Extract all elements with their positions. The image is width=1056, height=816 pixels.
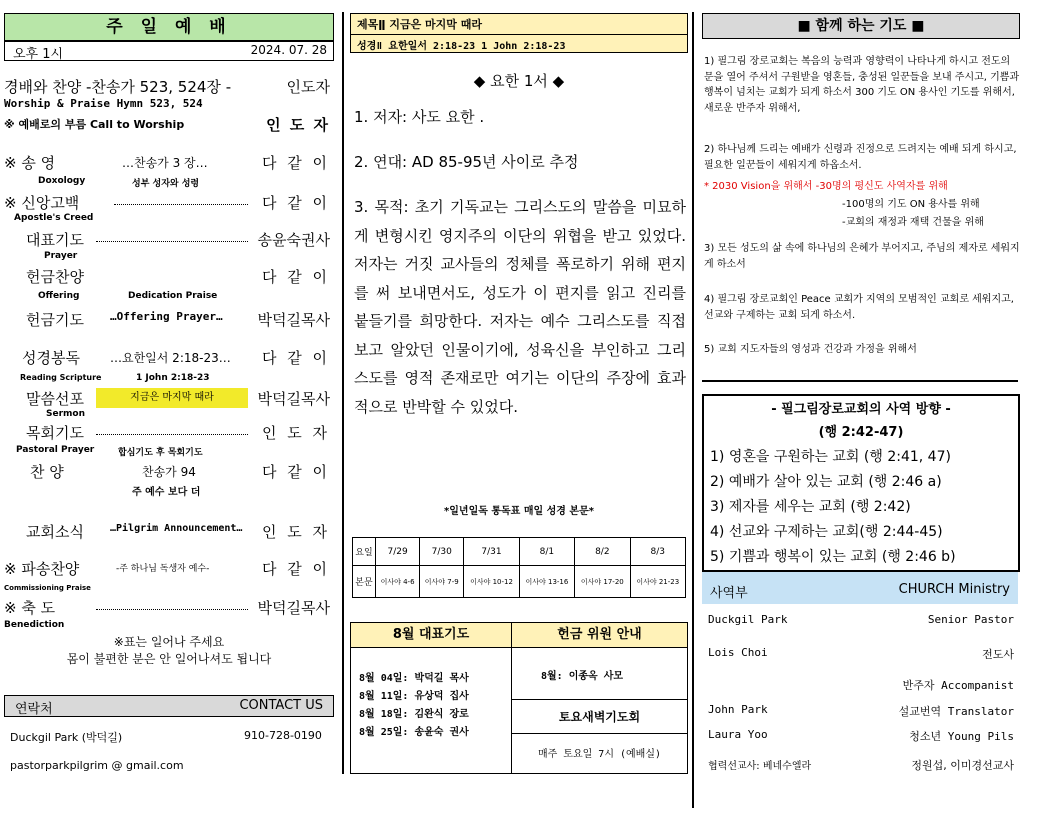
joint-prayer-note: 합심기도 후 목회기도 xyxy=(118,448,203,458)
reading-day: 7/31 xyxy=(464,538,519,566)
scripture-label: 성경봉독 xyxy=(22,349,80,367)
rep-prayer-english: Prayer xyxy=(44,251,78,261)
offering-praise-label: 헌금찬양 xyxy=(26,268,84,286)
sermon-title-highlight: 지금은 마지막 때라 xyxy=(96,388,248,408)
staff-name: John Park xyxy=(708,703,768,716)
stand-note-2: 몸이 불편한 분은 안 일어나셔도 됩니다 xyxy=(66,652,272,666)
creed-row xyxy=(4,192,334,213)
staff-role: 전도사 xyxy=(982,648,1014,661)
announcements-leader: 인 도 자 xyxy=(261,523,330,541)
column-divider-right xyxy=(692,12,694,808)
contact-header xyxy=(4,695,334,717)
prayer-item: 1) 필그림 장로교회는 복음의 능력과 영향력이 나타나게 하시고 전도의 문을 열어 주셔서 구원받을 영혼들, 충성된 일꾼들을 보내 주시고, 기쁨과 행복이 넘치는 교회가 되게 하소서 300 기도 ON 용사인 기도를 위해서, 새로운 반주자 위해서, xyxy=(704,56,1020,114)
commissioning-hymn: -주 하나님 독생자 예수- xyxy=(116,564,210,574)
pastoral-prayer-english: Pastoral Prayer xyxy=(16,445,95,455)
hymn-title: 주 예수 보다 더 xyxy=(132,487,201,498)
row-label-day: 요일 xyxy=(353,538,376,566)
staff-header xyxy=(702,572,1018,604)
prayer-ministry-column xyxy=(700,0,1056,816)
offering-praise-row xyxy=(26,266,334,287)
reading-day: 7/30 xyxy=(420,538,464,566)
contact-phone: 910-728-0190 xyxy=(244,729,322,742)
ministry-reference: (행 2:42-47) xyxy=(818,425,904,440)
divider xyxy=(512,733,687,734)
scripture-leader: 다 같 이 xyxy=(261,349,330,367)
ministry-direction-box xyxy=(702,394,1020,572)
staff-name: Lois Choi xyxy=(708,646,768,659)
rep-prayer-leader: 송윤숙권사 xyxy=(257,231,330,249)
doxology-hymn: …찬송가 3 장… xyxy=(122,156,208,170)
doxology-leader: 다 같 이 xyxy=(261,154,330,172)
reading-text: 이사야 10-12 xyxy=(464,566,519,598)
offering-prayer-text: …Offering Prayer… xyxy=(110,310,223,323)
reading-text: 이사야 21-23 xyxy=(630,566,685,598)
ministry-item: 4) 선교와 구제하는 교회(행 2:44-45) xyxy=(710,524,943,540)
divider xyxy=(702,380,1018,382)
hymn-label: 찬 양 xyxy=(30,463,64,481)
creed-leader: 다 같 이 xyxy=(261,194,330,212)
reading-text: 이사야 4-6 xyxy=(376,566,420,598)
scripture-row xyxy=(22,347,334,368)
prayer-date: 8월 11일: 유상덕 집사 xyxy=(359,691,469,702)
author-paragraph: 1. 저자: 사도 요한 . xyxy=(354,108,485,126)
doxology-label: ※ 송 영 xyxy=(4,154,56,172)
offering-prayer-label: 헌금기도 xyxy=(26,311,84,329)
prayer-item: 3) 모든 성도의 삶 속에 하나님의 은혜가 부어지고, 주님의 제자로 세워지게 하소서 xyxy=(704,243,1020,270)
ministry-item: 5) 기쁨과 행복이 있는 교회 (행 2:46 b) xyxy=(710,549,956,565)
staff-title-korean: 사역부 xyxy=(710,586,748,601)
leader-dots xyxy=(114,204,248,205)
stand-note: ※표는 일어나 주세요 xyxy=(113,635,225,649)
contact-name: Duckgil Park (박덕길) xyxy=(10,731,123,744)
call-to-worship-row xyxy=(4,116,334,132)
creed-english: Apostle's Creed xyxy=(14,213,94,223)
divider xyxy=(351,34,687,35)
dedication-praise: Dedication Praise xyxy=(128,291,218,301)
rep-prayer-row xyxy=(26,229,334,250)
date-paragraph: 2. 연대: AD 85-95년 사이로 추정 xyxy=(354,153,579,171)
benediction-row xyxy=(4,597,334,618)
ministry-item: 2) 예배가 살아 있는 교회 (행 2:46 a) xyxy=(710,474,942,490)
prayer-schedule-title: 8월 대표기도 xyxy=(351,623,512,648)
dawn-prayer-title: 토요새벽기도회 xyxy=(558,710,641,724)
divider xyxy=(512,699,687,700)
offering-committee-title: 헌금 위원 안내 xyxy=(512,623,687,648)
call-to-worship-label: ※ 예배로의 부름 Call to Worship xyxy=(4,118,185,131)
column-divider-left xyxy=(342,12,344,774)
sermon-notes-column xyxy=(346,0,692,816)
prayer-section-title: ■ 함께 하는 기도 ■ xyxy=(702,13,1020,39)
leader-dots xyxy=(96,609,248,610)
contact-email[interactable]: pastorparkpilgrim @ gmail.com xyxy=(10,759,184,772)
hymn-row xyxy=(30,461,334,482)
contact-label: 연락처 xyxy=(15,702,53,717)
leader-dots xyxy=(96,434,248,435)
staff-role: 반주자 Accompanist xyxy=(902,679,1014,692)
vision-2030: * 2030 Vision을 위해서 -30명의 평신도 사역자를 위해 xyxy=(704,181,948,192)
prayer-date: 8월 18일: 김완식 장로 xyxy=(359,709,469,720)
worship-title: 주 일 예 배 xyxy=(4,13,334,41)
dawn-prayer-time: 매주 토요일 7시 (예배실) xyxy=(537,749,662,760)
staff-name: 협력선교사: 베네수엘라 xyxy=(708,761,812,772)
reading-day: 8/1 xyxy=(519,538,574,566)
offering-prayer-leader: 박덕길목사 xyxy=(257,311,330,329)
sermon-title: 제목ǁ 지금은 마지막 때라 xyxy=(357,18,482,31)
pastoral-prayer-row xyxy=(26,422,334,443)
doxology-row xyxy=(4,152,334,173)
ministry-item: 3) 제자를 세우는 교회 (행 2:42) xyxy=(710,499,911,515)
scripture-ref-english: 1 John 2:18-23 xyxy=(136,373,210,383)
prayer-date: 8월 25일: 송윤숙 권사 xyxy=(359,727,469,738)
scripture-english: Reading Scripture xyxy=(20,373,102,382)
book-heading: ◆ 요한 1서 ◆ xyxy=(473,72,565,90)
ministry-item: 1) 영혼을 구원하는 교회 (행 2:41, 47) xyxy=(710,449,951,465)
staff-name: Duckgil Park xyxy=(708,613,788,626)
row-label-text: 본문 xyxy=(353,566,376,598)
rep-prayer-label: 대표기도 xyxy=(26,231,84,249)
service-date: 2024. 07. 28 xyxy=(250,43,327,57)
pastoral-prayer-leader: 인 도 자 xyxy=(261,424,330,442)
benediction-english: Benediction xyxy=(4,620,65,630)
hymn-leader: 다 같 이 xyxy=(261,463,330,481)
reading-day: 7/29 xyxy=(376,538,420,566)
worship-praise-leader: 인도자 xyxy=(286,78,330,96)
reading-text: 이사야 13-16 xyxy=(519,566,574,598)
scripture-reference: 성경ǁ 요한일서 2:18-23 1 John 2:18-23 xyxy=(357,41,566,52)
contact-title: CONTACT US xyxy=(239,698,323,713)
prayer-item: 4) 필그림 장로교회인 Peace 교회가 지역의 모범적인 교회로 세워지고, 선교와 구제하는 교회 되게 하소서. xyxy=(704,294,1014,321)
staff-role: 정원섭, 이미경선교사 xyxy=(911,759,1014,772)
sermon-header xyxy=(350,13,688,53)
sermon-english: Sermon xyxy=(46,409,85,419)
reading-plan-title: *일년일독 통독표 매일 성경 본문* xyxy=(444,506,594,517)
sermon-label: 말씀선포 xyxy=(26,390,84,408)
reading-day: 8/2 xyxy=(575,538,630,566)
staff-role: Senior Pastor xyxy=(927,613,1014,626)
prayer-offering-box xyxy=(350,622,688,774)
doxology-english: Doxology xyxy=(38,176,86,186)
leader-dots xyxy=(96,241,248,242)
reading-text: 이사야 7-9 xyxy=(420,566,464,598)
announcements-row xyxy=(26,521,334,542)
pastoral-prayer-label: 목회기도 xyxy=(26,424,84,442)
service-time-bar xyxy=(4,41,334,61)
worship-praise-english: Worship & Praise Hymn 523, 524 xyxy=(4,97,203,110)
commissioning-english: Commissioning Praise xyxy=(4,584,91,592)
ministry-title: - 필그림장로교회의 사역 방향 - xyxy=(771,402,951,417)
commissioning-label: ※ 파송찬양 xyxy=(4,560,80,578)
service-time: 오후 1시 xyxy=(13,47,64,62)
offering-prayer-row xyxy=(26,309,334,330)
call-to-worship-leader: 인 도 자 xyxy=(266,116,330,134)
reading-plan-table xyxy=(352,537,686,598)
announcements-label: 교회소식 xyxy=(26,523,84,541)
offering-praise-leader: 다 같 이 xyxy=(261,268,330,286)
benediction-leader: 박덕길목사 xyxy=(257,599,330,617)
creed-label: ※ 신앙고백 xyxy=(4,194,80,212)
sermon-row xyxy=(26,388,334,409)
prayer-date: 8월 04일: 박덕길 목사 xyxy=(359,673,469,684)
order-of-worship-column xyxy=(0,0,340,816)
reading-day: 8/3 xyxy=(630,538,685,566)
staff-role: 청소년 Young Pils xyxy=(909,730,1014,743)
worship-praise-row xyxy=(4,76,334,97)
prayer-item: 2) 하나님께 드리는 예배가 신령과 진정으로 드려지는 예배 되게 하시고, 필요한 일꾼들이 세워지게 하옵소서. xyxy=(704,144,1017,171)
scripture-passage: …요한일서 2:18-23… xyxy=(110,351,231,365)
vision-item: -교회의 재정과 재택 건물을 위해 xyxy=(842,217,984,228)
prayer-item: 5) 교회 지도자들의 영성과 건강과 가정을 위해서 xyxy=(704,344,917,355)
commissioning-leader: 다 같 이 xyxy=(261,560,330,578)
doxology-hymn-title: 성부 성자와 성령 xyxy=(132,179,200,189)
announcements-text: …Pilgrim Announcement… xyxy=(110,523,243,534)
reading-text: 이사야 17-20 xyxy=(575,566,630,598)
staff-title-english: CHURCH Ministry xyxy=(898,582,1010,597)
staff-name: Laura Yoo xyxy=(708,728,768,741)
worship-praise-label: 경배와 찬양 -찬송가 523, 524장 - xyxy=(4,78,232,96)
staff-role: 설교번역 Translator xyxy=(898,705,1014,718)
purpose-paragraph: 3. 목적: 초기 기독교는 그리스도의 말씀을 미묘하게 변형시킨 영지주의 이단의 위협을 받고 있었다. 저자는 거짓 교사들의 정체를 폭로하기 위해 편지를 써 보내면서도, 성도가 이 편지를 읽고 진리를 붙들기를 희망한다. 저자는 예수 그리스도를 직접 보고 알았던 인물이기에, 성육신을 부인하고 그리스도를 영적 존재로만 여기는 이단의 주장에 효과적으로 반박할 수 있었다. xyxy=(354,198,686,416)
sermon-leader: 박덕길목사 xyxy=(257,390,330,408)
offering-english: Offering xyxy=(38,291,80,301)
benediction-label: ※ 축 도 xyxy=(4,599,56,617)
hymn-number: 찬송가 94 xyxy=(142,465,196,479)
offering-member: 8월: 이종옥 사모 xyxy=(541,671,624,682)
vision-item: -100명의 기도 ON 용사를 위해 xyxy=(842,199,980,210)
commissioning-row xyxy=(4,558,334,579)
